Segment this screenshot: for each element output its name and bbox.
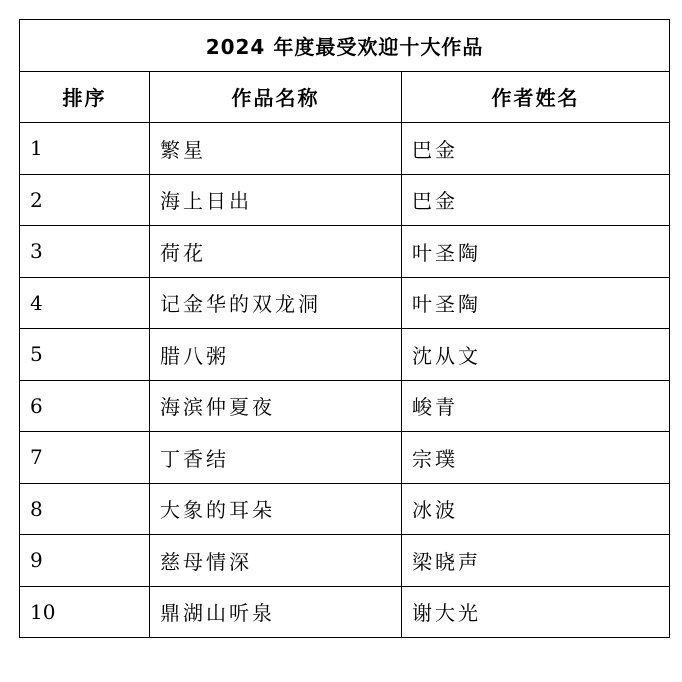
header-row [20, 71, 670, 123]
work-cell: 大象的耳朵 [150, 483, 402, 535]
table-row [20, 586, 670, 638]
work-cell: 鼎湖山听泉 [150, 586, 402, 638]
author-cell: 梁晓声 [402, 535, 670, 587]
author-cell: 谢大光 [402, 586, 670, 638]
rank-cell: 9 [20, 535, 150, 587]
rank-cell: 2 [20, 174, 150, 226]
work-cell: 荷花 [150, 226, 402, 278]
work-cell: 腊八粥 [150, 329, 402, 381]
work-cell: 海上日出 [150, 174, 402, 226]
work-cell: 丁香结 [150, 432, 402, 484]
table-row [20, 277, 670, 329]
table-row [20, 329, 670, 381]
table-row [20, 123, 670, 175]
rank-cell: 8 [20, 483, 150, 535]
table-row [20, 432, 670, 484]
author-cell: 巴金 [402, 174, 670, 226]
rank-cell: 10 [20, 586, 150, 638]
author-cell: 叶圣陶 [402, 226, 670, 278]
table-title: 2024 年度最受欢迎十大作品 [20, 20, 670, 72]
table-row [20, 483, 670, 535]
title-row [20, 20, 670, 72]
author-cell: 叶圣陶 [402, 277, 670, 329]
work-cell: 繁星 [150, 123, 402, 175]
rank-cell: 3 [20, 226, 150, 278]
author-cell: 巴金 [402, 123, 670, 175]
header-work-name: 作品名称 [150, 71, 402, 123]
rank-cell: 4 [20, 277, 150, 329]
work-cell: 海滨仲夏夜 [150, 380, 402, 432]
rank-cell: 1 [20, 123, 150, 175]
table-row [20, 226, 670, 278]
header-rank: 排序 [20, 71, 150, 123]
work-cell: 慈母情深 [150, 535, 402, 587]
rank-cell: 6 [20, 380, 150, 432]
table-row [20, 380, 670, 432]
table-row [20, 174, 670, 226]
author-cell: 峻青 [402, 380, 670, 432]
ranking-table [19, 19, 670, 638]
rank-cell: 5 [20, 329, 150, 381]
work-cell: 记金华的双龙洞 [150, 277, 402, 329]
rank-cell: 7 [20, 432, 150, 484]
author-cell: 冰波 [402, 483, 670, 535]
author-cell: 宗璞 [402, 432, 670, 484]
header-author-name: 作者姓名 [402, 71, 670, 123]
table-row [20, 535, 670, 587]
author-cell: 沈从文 [402, 329, 670, 381]
